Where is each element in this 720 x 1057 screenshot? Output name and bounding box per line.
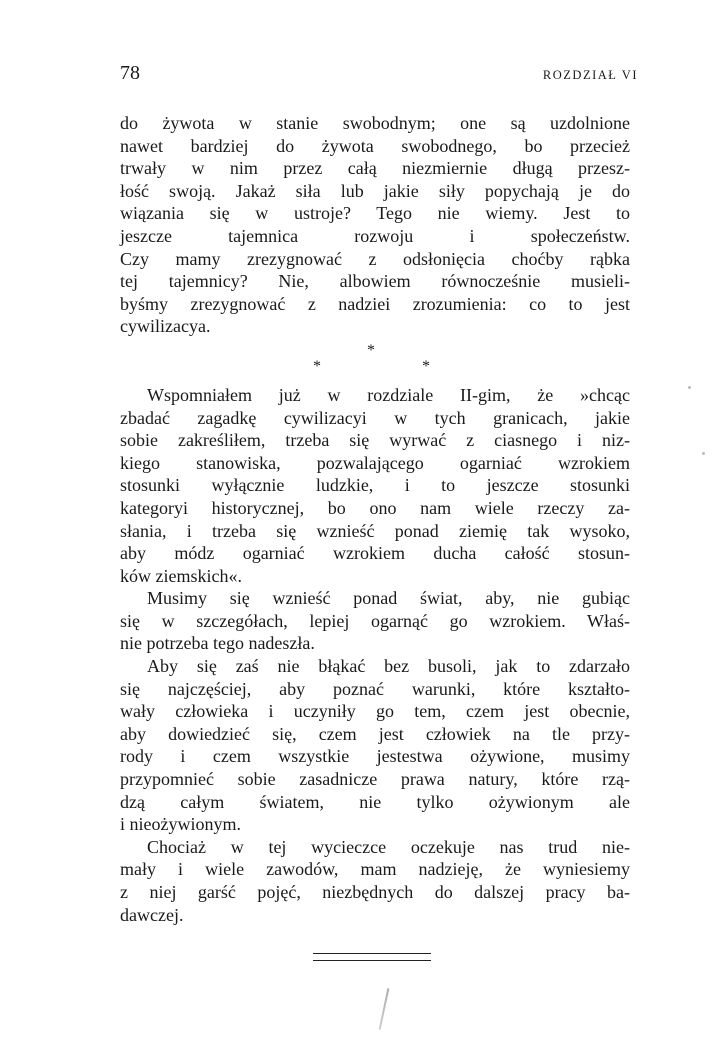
text-line: sobie zakreśliłem, trzeba się wyrwać z ciasnego i niz- xyxy=(120,430,630,451)
text-line: Chociaż w tej wycieczce oczekuje nas trud nie- xyxy=(147,836,630,857)
text-line: Musimy się wznieść ponad świat, aby, nie gubiąc xyxy=(147,588,630,609)
text-line: łość swoją. Jakaż siła lub jakie siły popychają je do xyxy=(120,180,630,201)
scan-stray-mark xyxy=(379,988,390,1029)
text-line: tej tajemnicy? Nie, albowiem równocześnie musieli- xyxy=(120,271,630,292)
scan-speck xyxy=(702,452,705,455)
text-line: dzą całym światem, nie tylko ożywionym ale xyxy=(120,791,630,812)
text-line: kategoryi historycznej, bo ono nam wiele rzeczy za- xyxy=(120,497,630,518)
text-line: nawet bardziej do żywota swobodnego, bo przecież xyxy=(120,135,630,156)
text-line: rody i czem wszystkie jestestwa ożywione, musimy xyxy=(120,746,630,767)
text-line: Wspomniałem już w rozdziale II-gim, że »chcąc xyxy=(147,384,630,405)
text-line: się w szczegółach, lepiej ogarnąć go wzrokiem. Właś- xyxy=(120,610,630,631)
text-line: wiązania się w ustroje? Tego nie wiemy. Jest to xyxy=(120,203,630,224)
text-line: się najczęściej, aby poznać warunki, które kształto- xyxy=(120,678,630,699)
asterisk: * xyxy=(422,357,430,375)
paragraph-2 xyxy=(120,384,630,587)
text-line: aby módz ogarniać wzrokiem ducha całość stosun- xyxy=(120,543,630,564)
section-asterism xyxy=(120,338,630,384)
asterisk: * xyxy=(367,341,375,359)
text-line: mały i wiele zawodów, mam nadzieję, że wyniesiemy xyxy=(120,859,630,880)
text-line: stosunki wyłącznie ludzkie, i to jeszcze stosunki xyxy=(120,475,630,496)
scan-speck xyxy=(688,386,691,389)
text-line: Czy mamy zrezygnować z odsłonięcia choćby rąbka xyxy=(120,248,630,269)
asterisk: * xyxy=(313,357,321,375)
text-line: aby dowiedzieć się, czem jest człowiek na tle przy- xyxy=(120,723,630,744)
text-line: jeszcze tajemnica rozwoju i społeczeństw. xyxy=(120,225,630,246)
running-head: ROZDZIAŁ VI xyxy=(542,68,638,82)
text-line: ków ziemskich«. xyxy=(120,565,242,586)
text-line: kiego stanowiska, pozwalającego ogarniać wzrokiem xyxy=(120,452,630,473)
text-line: i nieożywionym. xyxy=(120,814,241,835)
body-text xyxy=(120,112,630,926)
text-line: zbadać zagadkę cywilizacyi w tych granicach, jakie xyxy=(120,407,630,428)
text-line: nie potrzeba tego nadeszła. xyxy=(120,633,315,654)
text-line: wały człowieka i uczyniły go tem, czem jest obecnie, xyxy=(120,701,630,722)
paragraph-5 xyxy=(120,836,630,926)
paragraph-4 xyxy=(120,655,630,836)
text-line: z niej garść pojęć, niezbędnych do dalszej pracy ba- xyxy=(120,882,630,902)
page-number: 78 xyxy=(120,62,140,84)
text-line: cywilizacya. xyxy=(120,316,211,337)
text-line: Aby się zaś nie błąkać bez busoli, jak to zdarzało xyxy=(147,656,630,677)
text-line: słania, i trzeba się wznieść ponad ziemię tak wysoko, xyxy=(120,520,630,541)
text-line: dawczej. xyxy=(120,904,184,925)
end-double-rule xyxy=(313,953,431,961)
text-line: byśmy zrezygnować z nadziei zrozumienia: co to jest xyxy=(120,293,630,314)
text-line: do żywota w stanie swobodnym; one są uzdolnione xyxy=(120,113,630,133)
paragraph-3 xyxy=(120,587,630,655)
text-line: przypomnieć sobie zasadnicze prawa natury, które rzą- xyxy=(120,769,630,790)
text-line: trwały w nim przez całą niezmiernie długą przesz- xyxy=(120,158,630,179)
paragraph-1 xyxy=(120,112,630,338)
